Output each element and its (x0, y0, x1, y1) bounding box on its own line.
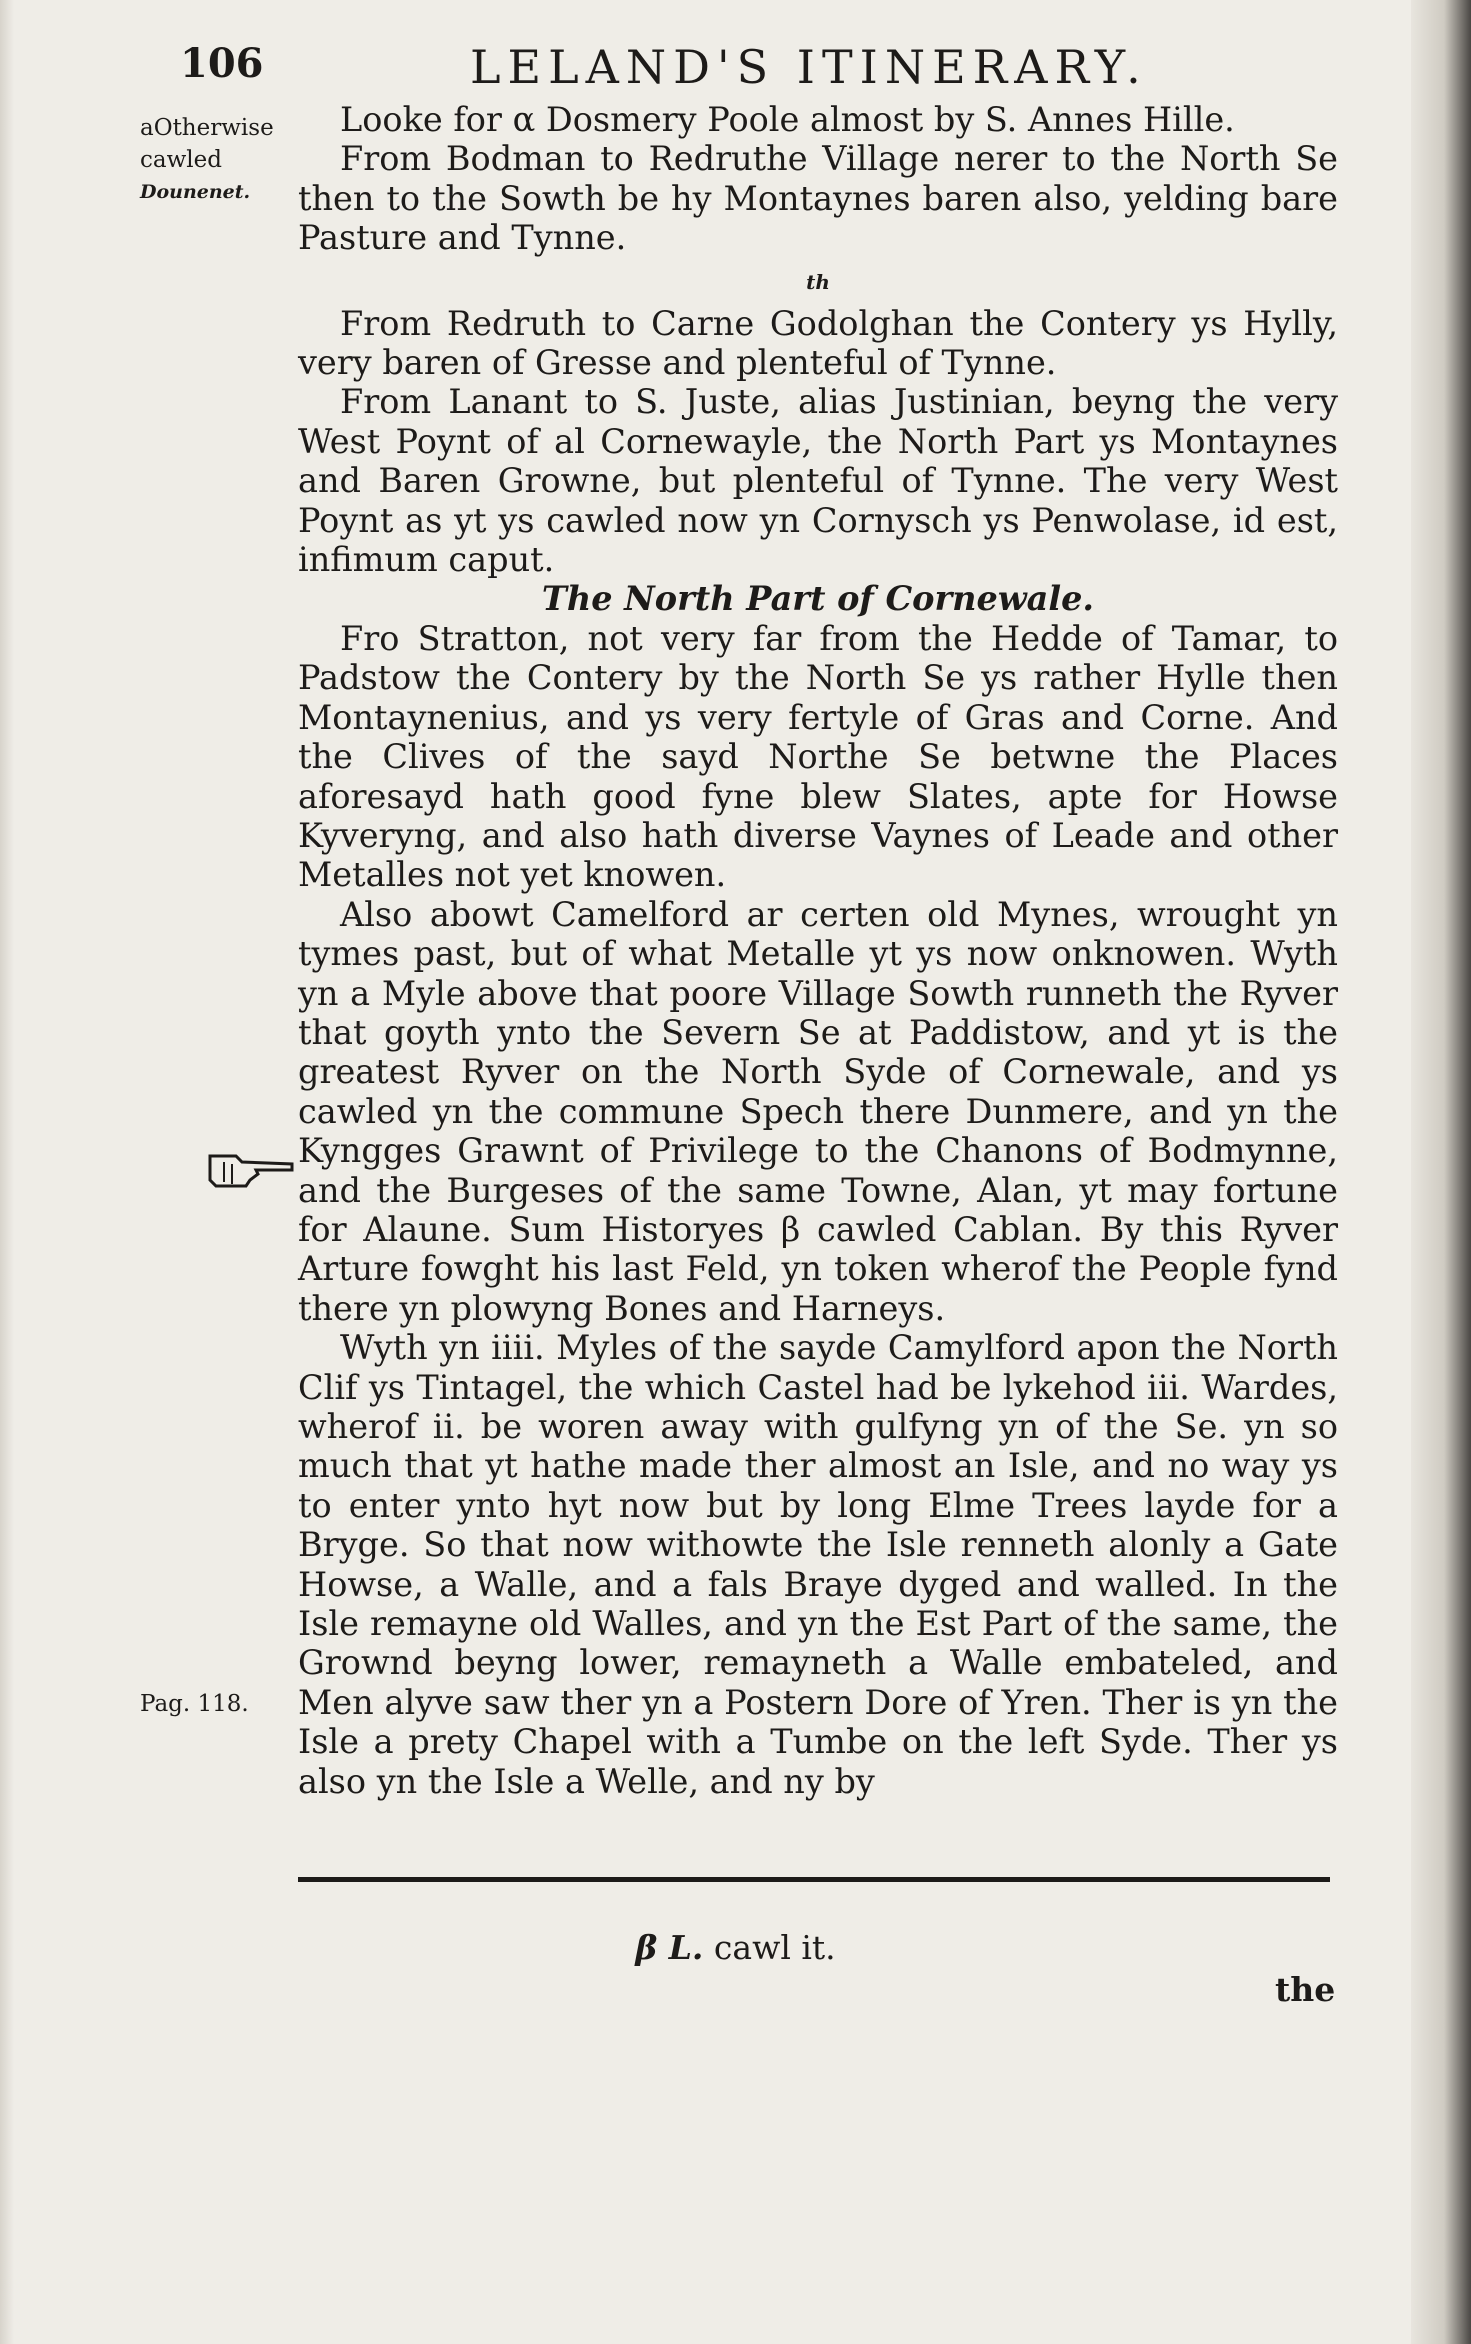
margin-note-otherwise (140, 112, 290, 208)
footnote-mark: β L. (635, 1928, 704, 1967)
page-binding-edge (1411, 0, 1471, 2344)
page-header (180, 36, 1330, 106)
page-left-edge (0, 0, 14, 2344)
paragraph: From Redruth to Carne Godolghan the Contery ys Hylly, very baren of Gresse and plenteful of Tynne. (298, 303, 1338, 383)
pointing-hand-icon (206, 1150, 294, 1192)
footnote-text: cawl it. (713, 1928, 836, 1967)
margin-note-line: aOtherwise (140, 115, 274, 141)
section-mark: th (806, 269, 830, 294)
footnote-rule (298, 1877, 1330, 1882)
page-number: 106 (180, 40, 264, 87)
catchword: the (1275, 1970, 1336, 2009)
paragraph: From Bodman to Redruthe Village nerer to the North Se then to the Sowth be hy Montaynes baren also, yelding bare Pasture and Tynne. (298, 139, 1338, 258)
paragraph: Looke for α Dosmery Poole almost by S. Annes Hille. (340, 100, 1235, 139)
paragraph: Also abowt Camelford ar certen old Mynes, wrought yn tymes past, but of what Metalle yt ys now onknowen. Wyth yn a Myle above that poore Village Sowth runneth the Ryver that goyth ynto the Severn Se at Paddistow, and yt is the greatest Ryver on the North Syde of Cornewale, and ys cawled yn the commune Spech there Dunmere, and yn the Kyngges Grawnt of Privilege to the Chanons of Bodmynne, and the Burgeses of the same Towne, Alan, yt may fortune for Alaune. Sum Historyes β cawled Cablan. By this Ryver Arture fowght his last Feld, yn token wherof the People fynd there yn plowyng Bones and Harneys. (298, 894, 1338, 1328)
section-heading: The North Part of Cornewale. (541, 579, 1095, 619)
running-title: LELAND'S ITINERARY. (470, 40, 1148, 94)
margin-note-line: Dounenet. (140, 181, 251, 203)
footnote (0, 1928, 1471, 1967)
paragraph: Fro Stratton, not very far from the Hedde of Tamar, to Padstow the Contery by the North Se ys rather Hylle then Montaynenius, and ys very fertyle of Gras and Corne. And the Clives of the sayd Northe Se betwne the Places aforesayd hath good fyne blew Slates, apte for Howse Kyveryng, and also hath diverse Vaynes of Leade and other Metalles not yet knowen. (298, 618, 1338, 895)
paragraph: From Lanant to S. Juste, alias Justinian, beyng the very West Poynt of al Cornewayle, the North Part ys Montaynes and Baren Growne, but plenteful of Tynne. The very West Poynt as yt ys cawled now yn Cornysch ys Penwolase, id est, infimum caput. (298, 382, 1338, 580)
margin-note-line: Pag. 118. (140, 1691, 249, 1717)
margin-note-page-ref (140, 1688, 290, 1720)
margin-note-line: cawled (140, 147, 222, 173)
paragraph: Wyth yn iiii. Myles of the sayde Camylford apon the North Clif ys Tintagel, the which Castel had be lykehod iii. Wardes, wherof ii. be woren away with gulfyng yn of the Se. yn so much that yt hathe made ther almost an Isle, and no way ys to enter ynto hyt now but by long Elme Trees layde for a Bryge. So that now withowte the Isle renneth alonly a Gate Howse, a Walle, and a fals Braye dyged and walled. In the Isle remayne old Walles, and yn the Est Part of the same, the Grownd beyng lower, remayneth a Walle embateled, and Men alyve saw ther yn a Postern Dore of Yren. Ther is yn the Isle a prety Chapel with a Tumbe on the left Syde. Ther ys also yn the Isle a Welle, and ny by (298, 1328, 1338, 1801)
body-text (298, 100, 1338, 1801)
